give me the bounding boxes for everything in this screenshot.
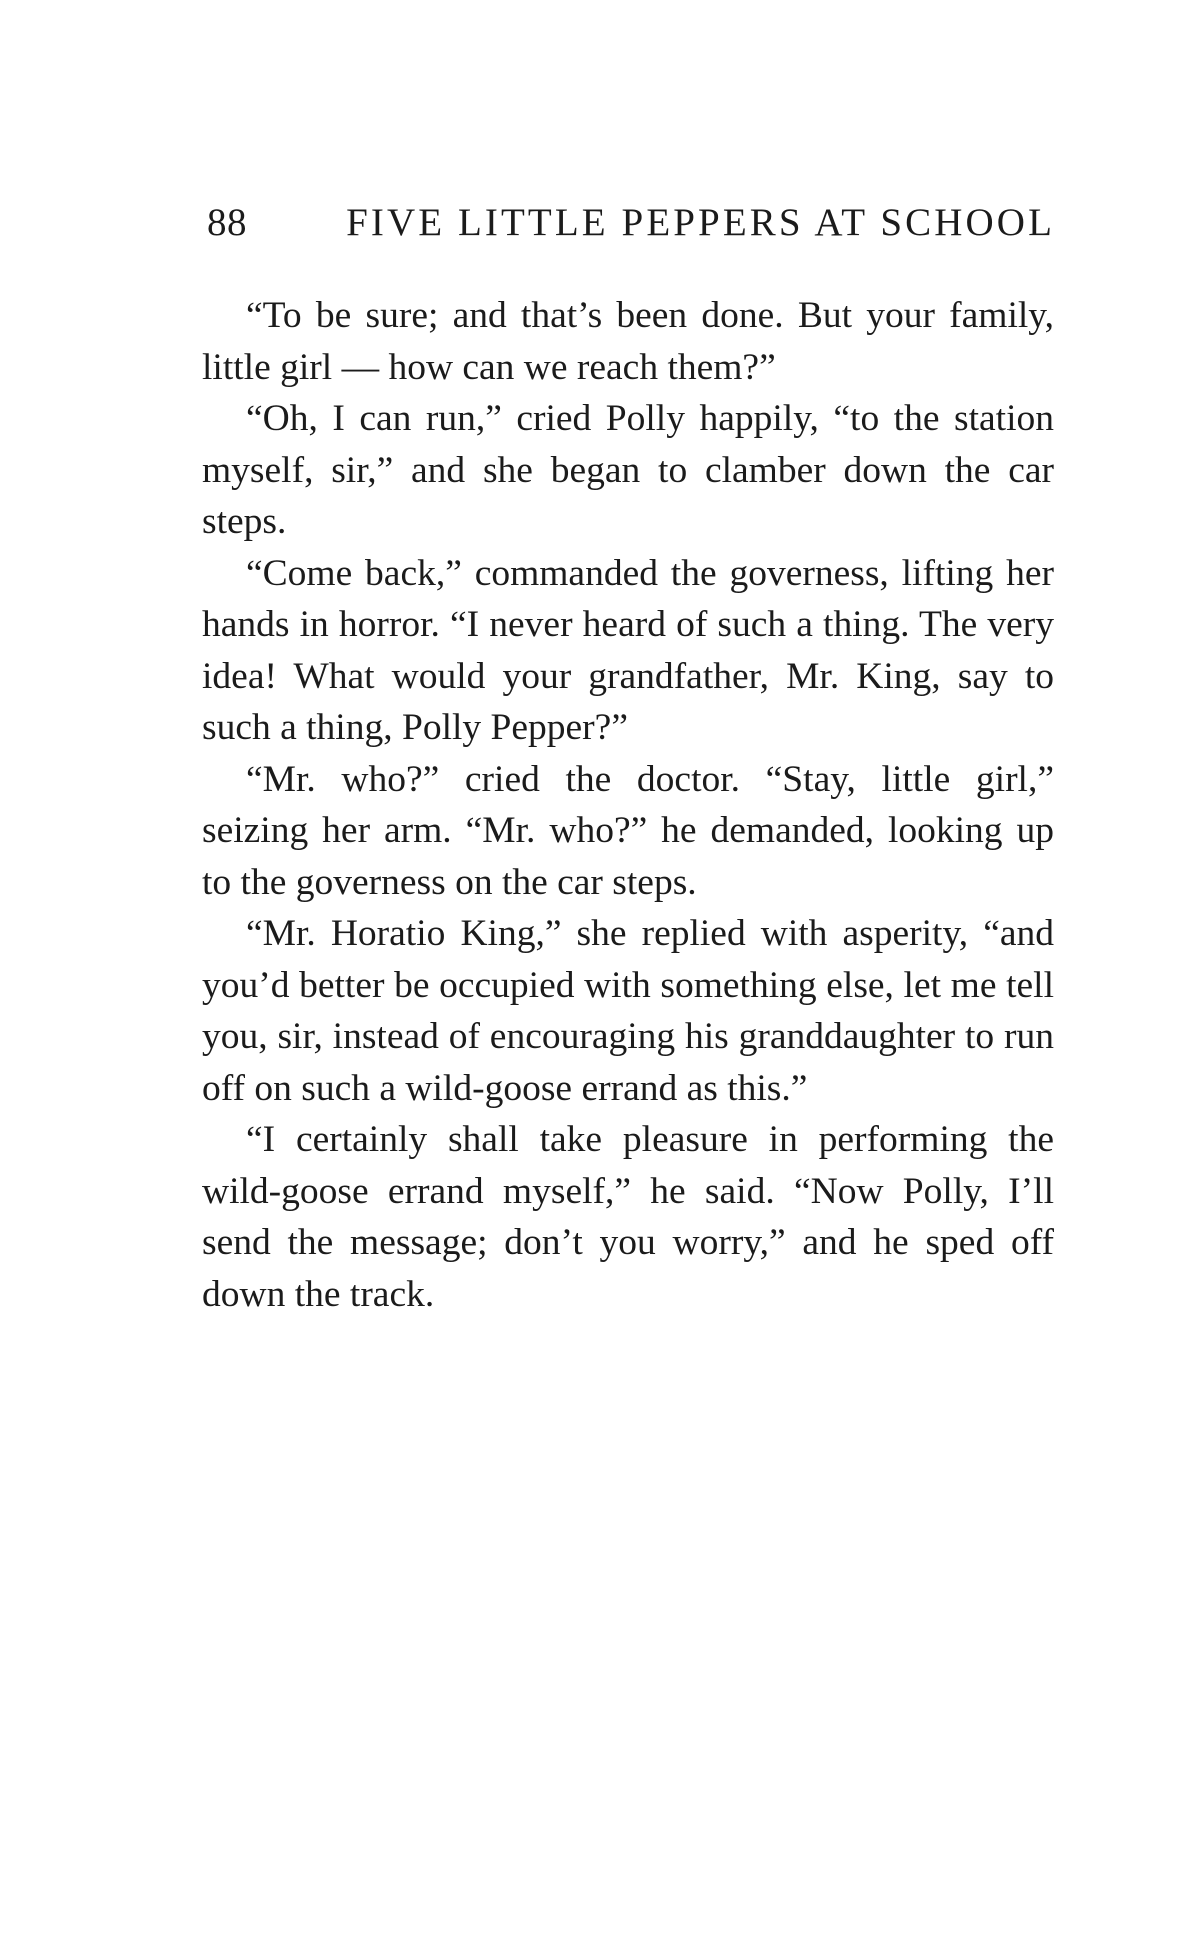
- page-number: 88: [207, 201, 247, 244]
- running-title: FIVE LITTLE PEPPERS AT SCHOOL: [346, 201, 1055, 244]
- paragraph: “Come back,” commanded the governess, lifting her hands in horror. “I never heard of such a thing. The very idea! What would your grandfather, Mr. King, say to such a thing, Polly Pepper?”: [202, 552, 1054, 748]
- body-text: [202, 290, 1054, 1320]
- paragraph: “Oh, I can run,” cried Polly happily, “to the station myself, sir,” and she began to clamber down the car steps.: [202, 398, 1054, 542]
- paragraph: “I certainly shall take pleasure in performing the wild-goose errand myself,” he said. “Now Polly, I’ll send the message; don’t you worry,” and he sped off down the track.: [202, 1119, 1054, 1315]
- paragraph: “Mr. who?” cried the doctor. “Stay, little girl,” seizing her arm. “Mr. who?” he demanded, looking up to the governess on the car steps.: [202, 758, 1054, 903]
- paragraph: “To be sure; and that’s been done. But your family, little girl — how can we reach them?”: [202, 295, 1054, 388]
- paragraph: “Mr. Horatio King,” she replied with asperity, “and you’d better be occupied with something else, let me tell you, sir, instead of encouraging his granddaughter to run off on such a wild-goose errand as this.”: [202, 913, 1054, 1109]
- running-head: [207, 200, 1055, 256]
